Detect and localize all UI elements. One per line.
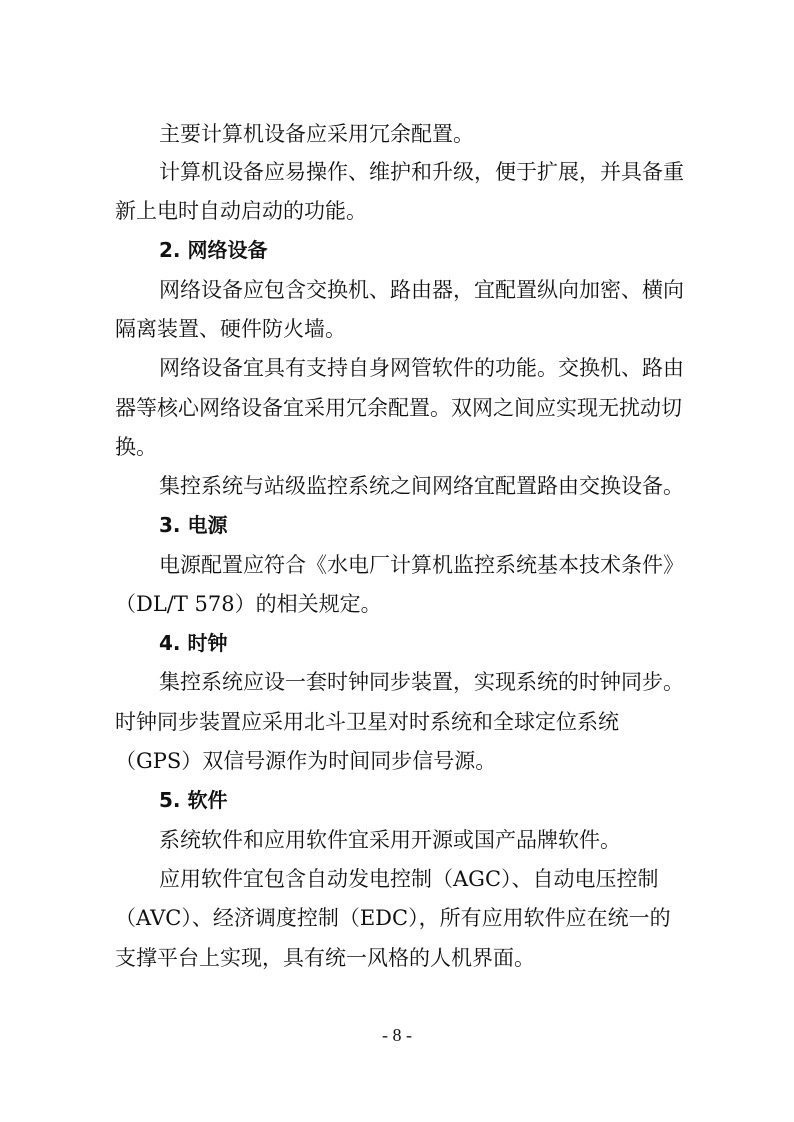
section-heading: 2. 网络设备 xyxy=(159,238,268,262)
paragraph-line: 集控系统应设一套时钟同步装置，实现系统的时钟同步。 xyxy=(159,670,684,694)
paragraph-line: （GPS）双信号源作为时间同步信号源。 xyxy=(115,749,497,773)
paragraph-line: 器等核心网络设备宜采用冗余配置。双网之间应实现无扰动切 xyxy=(115,396,682,420)
section-heading: 5. 软件 xyxy=(159,788,228,812)
paragraph-line: 支撑平台上实现，具有统一风格的人机界面。 xyxy=(115,946,535,970)
paragraph-line: 应用软件宜包含自动发电控制（AGC）、自动电压控制 xyxy=(159,867,659,891)
paragraph-line: 换。 xyxy=(115,435,157,459)
paragraph-line: 网络设备宜具有支持自身网管软件的功能。交换机、路由 xyxy=(159,356,684,380)
paragraph-line: 电源配置应符合《水电厂计算机监控系统基本技术条件》 xyxy=(159,553,684,577)
paragraph-line: （DL/T 578）的相关规定。 xyxy=(115,592,382,616)
paragraph-line: 集控系统与站级监控系统之间网络宜配置路由交换设备。 xyxy=(159,474,684,498)
section-heading: 4. 时钟 xyxy=(159,631,228,655)
paragraph-line: 计算机设备应易操作、维护和升级，便于扩展，并具备重 xyxy=(159,160,684,184)
paragraph-line: 网络设备应包含交换机、路由器，宜配置纵向加密、横向 xyxy=(159,278,684,302)
paragraph-line: 主要计算机设备应采用冗余配置。 xyxy=(159,122,474,146)
paragraph-line: 时钟同步装置应采用北斗卫星对时系统和全球定位系统 xyxy=(115,710,619,734)
paragraph-line: 系统软件和应用软件宜采用开源或国产品牌软件。 xyxy=(159,828,621,852)
paragraph-line: 新上电时自动启动的功能。 xyxy=(115,199,367,223)
section-heading: 3. 电源 xyxy=(159,513,228,537)
page-number: - 8 - xyxy=(382,1025,412,1045)
paragraph-line: 隔离装置、硬件防火墙。 xyxy=(115,317,346,341)
paragraph-line: （AVC）、经济调度控制（EDC），所有应用软件应在统一的 xyxy=(115,906,671,930)
